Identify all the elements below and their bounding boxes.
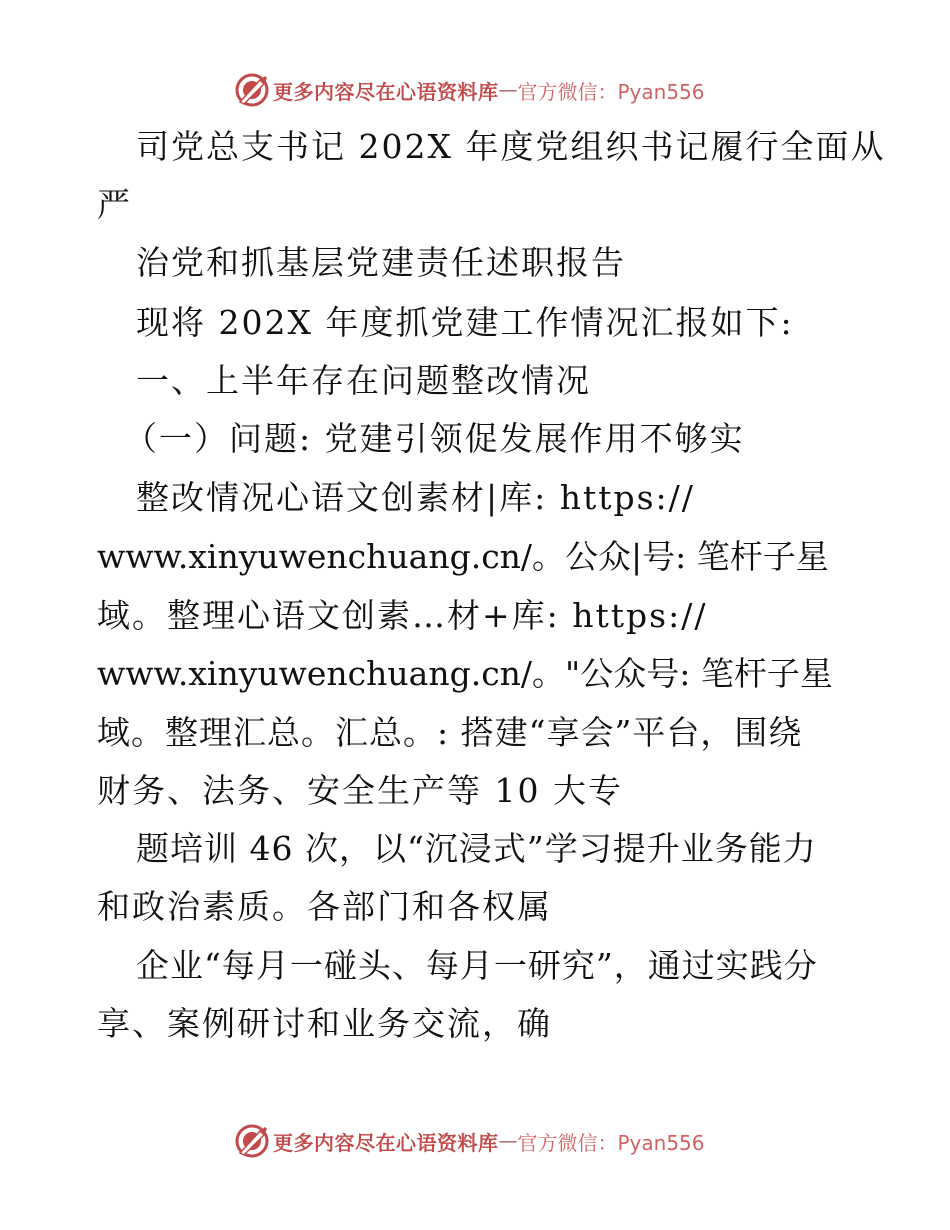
watermark-contact: 官方微信：Pyan556 [517, 79, 705, 104]
watermark-contact: 官方微信：Pyan556 [517, 1130, 705, 1155]
paragraph-line: www.xinyuwenchuang.cn/。"公众号: 笔杆子星 [97, 654, 833, 693]
paragraph-line: www.xinyuwenchuang.cn/。公众|号: 笔杆子星 [97, 537, 829, 576]
title-line-1: 司党总支书记 202X 年度党组织书记履行全面从 [136, 127, 886, 166]
subsection-heading: （一）问题: 党建引领促发展作用不够实 [124, 419, 745, 458]
title-line-1-wrap: 严 [97, 185, 132, 224]
footer-watermark [234, 1123, 705, 1159]
intro-line: 现将 202X 年度抓党建工作情况汇报如下: [136, 303, 794, 342]
watermark-text: 更多内容尽在心语资料库 [273, 1130, 499, 1155]
watermark-dash: — [498, 79, 518, 101]
paragraph-line: 和政治素质。各部门和各权属 [97, 887, 552, 926]
paragraph-line: 域。整理心语文创素…材+库: https:// [97, 596, 708, 635]
paragraph-line: 财务、法务、安全生产等 10 大专 [97, 771, 623, 810]
paragraph-line: 享、案例研讨和业务交流，确 [97, 1004, 552, 1043]
paragraph-line: 整改情况心语文创素材|库: https:// [136, 478, 695, 517]
paragraph-line: 题培训 46 次，以“沉浸式”学习提升业务能力 [136, 829, 817, 868]
watermark-dash: — [498, 1130, 518, 1152]
paragraph-line: 域。整理汇总。汇总。: 搭建“享会”平台，围绕 [97, 713, 803, 752]
watermark-text: 更多内容尽在心语资料库 [273, 79, 499, 104]
section-heading: 一、上半年存在问题整改情况 [136, 361, 591, 400]
title-line-2: 治党和抓基层党建责任述职报告 [136, 243, 626, 282]
pen-logo-icon [234, 1123, 270, 1159]
paragraph-line: 企业“每月一碰头、每月一研究”，通过实践分 [136, 946, 818, 985]
